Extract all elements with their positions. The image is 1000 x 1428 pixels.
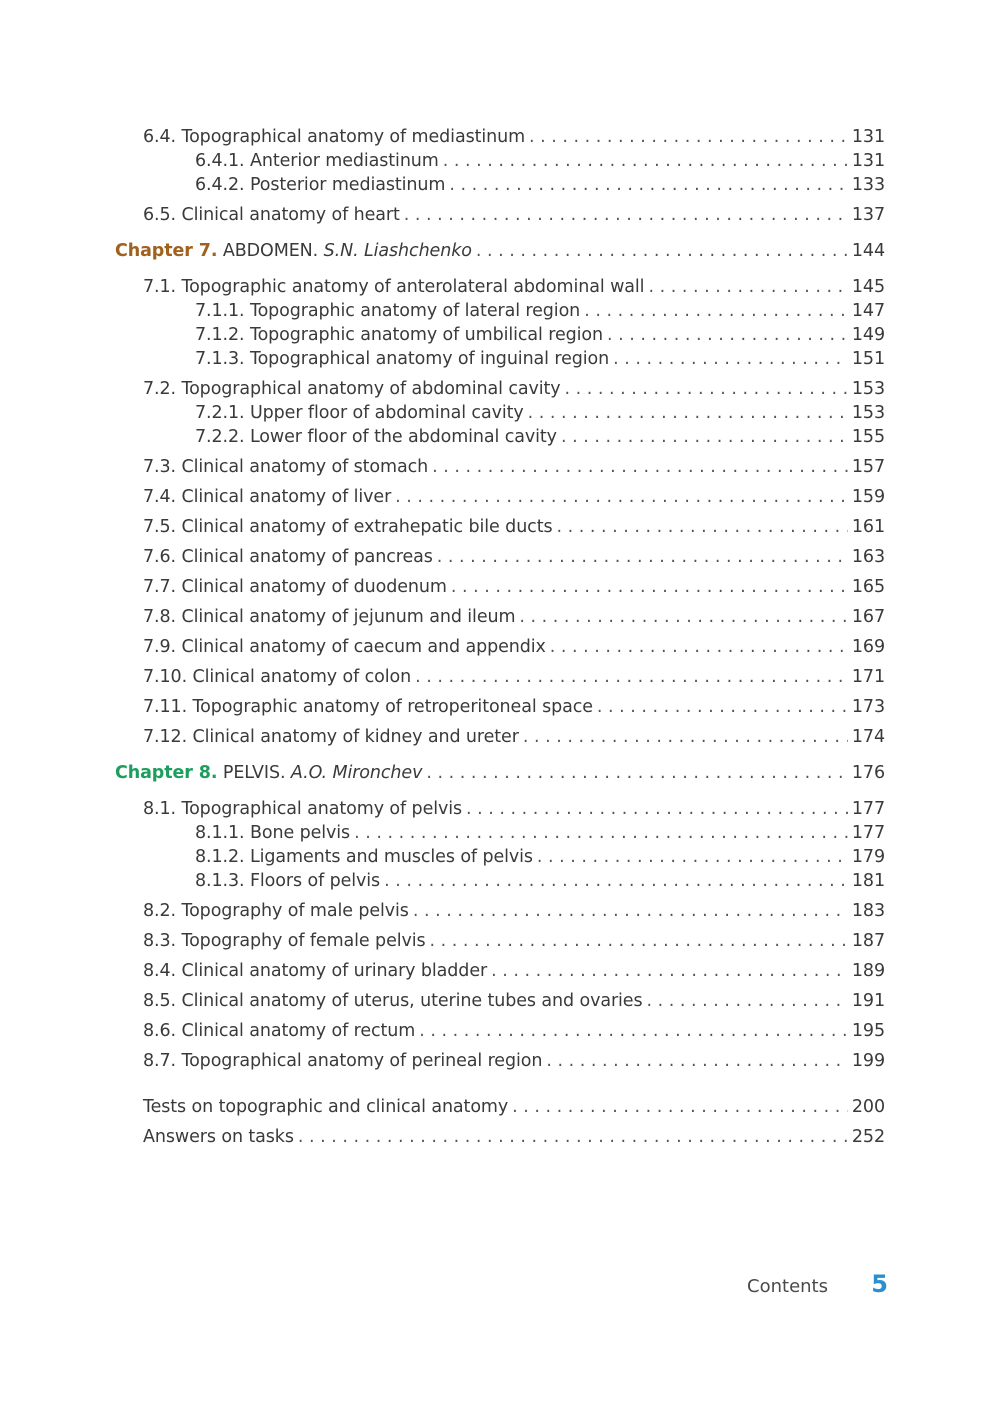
toc-entry-7-10[interactable]: [0, 665, 1000, 689]
entry-title: 7.1. Topographic anatomy of anterolateral abdominal wall: [143, 277, 645, 297]
toc-chapter-8[interactable]: [0, 761, 1000, 785]
entry-page: 200: [851, 1097, 885, 1117]
dot-leader: [512, 1095, 848, 1119]
toc-entry-7-1-2[interactable]: [0, 323, 1000, 347]
table-of-contents: [0, 125, 1000, 1149]
toc-entry-7-3[interactable]: [0, 455, 1000, 479]
toc-entry-7-12[interactable]: [0, 725, 1000, 749]
dot-leader: [419, 1019, 848, 1043]
entry-title: 7.2.2. Lower floor of the abdominal cavity: [195, 427, 557, 447]
entry-title: 6.4. Topographical anatomy of mediastinum: [143, 127, 526, 147]
chapter-heading: [115, 761, 422, 785]
dot-leader: [426, 761, 848, 785]
dot-leader: [597, 695, 848, 719]
toc-entry-6-5[interactable]: [0, 203, 1000, 227]
toc-entry-8-6[interactable]: [0, 1019, 1000, 1043]
entry-title: 8.1. Topographical anatomy of pelvis: [143, 799, 463, 819]
entry-page: 149: [851, 325, 885, 345]
toc-entry-8-4[interactable]: [0, 959, 1000, 983]
entry-page: 131: [851, 151, 885, 171]
dot-leader: [648, 275, 847, 299]
dot-leader: [384, 869, 848, 893]
entry-page: 187: [851, 931, 885, 951]
dot-leader: [565, 377, 848, 401]
entry-page: 159: [851, 487, 885, 507]
dot-leader: [432, 455, 848, 479]
dot-leader: [443, 149, 848, 173]
toc-entry-7-6[interactable]: [0, 545, 1000, 569]
page-footer: [0, 1270, 1000, 1304]
toc-entry-7-2-1[interactable]: [0, 401, 1000, 425]
entry-page: 195: [851, 1021, 885, 1041]
entry-title: 7.1.1. Topographic anatomy of lateral region: [195, 301, 581, 321]
toc-entry-7-7[interactable]: [0, 575, 1000, 599]
entry-page: 153: [851, 379, 885, 399]
chapter-label: Chapter 8.: [115, 763, 218, 783]
toc-entry-7-1[interactable]: [0, 275, 1000, 299]
entry-title: 8.6. Clinical anatomy of rectum: [143, 1021, 416, 1041]
dot-leader: [647, 989, 848, 1013]
entry-title: 6.4.1. Anterior mediastinum: [195, 151, 439, 171]
entry-page: 163: [851, 547, 885, 567]
dot-leader: [550, 635, 848, 659]
entry-title: 7.7. Clinical anatomy of duodenum: [143, 577, 447, 597]
chapter-label: Chapter 7.: [115, 241, 218, 261]
entry-page: 167: [851, 607, 885, 627]
entry-title: 8.2. Topography of male pelvis: [143, 901, 409, 921]
entry-title: 7.2. Topographical anatomy of abdominal cavity: [143, 379, 561, 399]
dot-leader: [519, 605, 847, 629]
dot-leader: [529, 125, 848, 149]
entry-title: 7.1.2. Topographic anatomy of umbilical region: [195, 325, 604, 345]
dot-leader: [451, 575, 848, 599]
entry-title: 7.4. Clinical anatomy of liver: [143, 487, 392, 507]
entry-title: 7.6. Clinical anatomy of pancreas: [143, 547, 433, 567]
entry-page: 161: [851, 517, 885, 537]
entry-page: 252: [851, 1127, 885, 1147]
entry-page: 176: [851, 763, 885, 783]
toc-entry-7-11[interactable]: [0, 695, 1000, 719]
entry-title: 7.5. Clinical anatomy of extrahepatic bile ducts: [143, 517, 553, 537]
entry-title: 6.5. Clinical anatomy of heart: [143, 205, 400, 225]
toc-chapter-7[interactable]: [0, 239, 1000, 263]
entry-title: Tests on topographic and clinical anatomy: [143, 1097, 509, 1117]
entry-page: 179: [851, 847, 885, 867]
entry-page: 171: [851, 667, 885, 687]
entry-title: 7.2.1. Upper floor of abdominal cavity: [195, 403, 524, 423]
dot-leader: [413, 899, 848, 923]
toc-entry-7-1-1[interactable]: [0, 299, 1000, 323]
entry-title: 7.9. Clinical anatomy of caecum and appendix: [143, 637, 546, 657]
entry-title: 7.10. Clinical anatomy of colon: [143, 667, 412, 687]
entry-page: 191: [851, 991, 885, 1011]
entry-page: 199: [851, 1051, 885, 1071]
chapter-heading: [115, 239, 472, 263]
toc-entry-6-4-1[interactable]: [0, 149, 1000, 173]
entry-page: 177: [851, 799, 885, 819]
entry-title: 7.1.3. Topographical anatomy of inguinal region: [195, 349, 610, 369]
entry-title: 8.3. Topography of female pelvis: [143, 931, 426, 951]
dot-leader: [430, 929, 848, 953]
entry-page: 174: [851, 727, 885, 747]
chapter-author: A.O. Mironchev: [290, 763, 423, 783]
dot-leader: [395, 485, 848, 509]
entry-page: 165: [851, 577, 885, 597]
entry-page: 153: [851, 403, 885, 423]
toc-entry-7-4[interactable]: [0, 485, 1000, 509]
toc-entry-7-9[interactable]: [0, 635, 1000, 659]
entry-title: 7.11. Topographic anatomy of retroperitoneal space: [143, 697, 593, 717]
entry-page: 177: [851, 823, 885, 843]
toc-entry-8-7[interactable]: [0, 1049, 1000, 1073]
entry-page: 151: [851, 349, 885, 369]
entry-title: 8.1.3. Floors of pelvis: [195, 871, 381, 891]
entry-page: 133: [851, 175, 885, 195]
dot-leader: [523, 725, 848, 749]
entry-title: 8.5. Clinical anatomy of uterus, uterine tubes and ovaries: [143, 991, 643, 1011]
dot-leader: [466, 797, 848, 821]
dot-leader: [491, 959, 848, 983]
dot-leader: [537, 845, 848, 869]
dot-leader: [298, 1125, 848, 1149]
entry-page: 155: [851, 427, 885, 447]
dot-leader: [613, 347, 848, 371]
chapter-name: PELVIS.: [222, 763, 286, 783]
entry-page: 183: [851, 901, 885, 921]
dot-leader: [556, 515, 847, 539]
toc-entry-8-3[interactable]: [0, 929, 1000, 953]
entry-title: 6.4.2. Posterior mediastinum: [195, 175, 446, 195]
dot-leader: [404, 203, 848, 227]
dot-leader: [449, 173, 848, 197]
entry-title: 7.3. Clinical anatomy of stomach: [143, 457, 429, 477]
dot-leader: [528, 401, 848, 425]
toc-entry-7-8[interactable]: [0, 605, 1000, 629]
entry-page: 173: [851, 697, 885, 717]
toc-entry-8-1-1[interactable]: [0, 821, 1000, 845]
entry-title: Answers on tasks: [143, 1127, 294, 1147]
entry-title: 8.4. Clinical anatomy of urinary bladder: [143, 961, 488, 981]
entry-page: 147: [851, 301, 885, 321]
toc-entry-answers[interactable]: [0, 1125, 1000, 1149]
entry-title: 8.1.1. Bone pelvis: [195, 823, 351, 843]
dot-leader: [476, 239, 848, 263]
entry-title: 7.8. Clinical anatomy of jejunum and ileum: [143, 607, 516, 627]
dot-leader: [546, 1049, 848, 1073]
footer-section-label: Contents: [747, 1276, 828, 1297]
entry-page: 169: [851, 637, 885, 657]
footer-page-number: 5: [871, 1270, 888, 1298]
entry-page: 145: [851, 277, 885, 297]
entry-title: 8.1.2. Ligaments and muscles of pelvis: [195, 847, 533, 867]
dot-leader: [354, 821, 848, 845]
dot-leader: [607, 323, 848, 347]
toc-entry-8-1-2[interactable]: [0, 845, 1000, 869]
dot-leader: [584, 299, 848, 323]
dot-leader: [561, 425, 848, 449]
entry-title: 8.7. Topographical anatomy of perineal region: [143, 1051, 543, 1071]
entry-page: 131: [851, 127, 885, 147]
toc-entry-7-5[interactable]: [0, 515, 1000, 539]
toc-entry-tests[interactable]: [0, 1095, 1000, 1119]
entry-title: 7.12. Clinical anatomy of kidney and ureter: [143, 727, 519, 747]
toc-entry-7-2[interactable]: [0, 377, 1000, 401]
toc-entry-6-4[interactable]: [0, 125, 1000, 149]
toc-entry-8-1[interactable]: [0, 797, 1000, 821]
toc-entry-6-4-2[interactable]: [0, 173, 1000, 197]
toc-entry-8-1-3[interactable]: [0, 869, 1000, 893]
toc-entry-7-2-2[interactable]: [0, 425, 1000, 449]
toc-entry-8-5[interactable]: [0, 989, 1000, 1013]
toc-entry-7-1-3[interactable]: [0, 347, 1000, 371]
entry-page: 181: [851, 871, 885, 891]
dot-leader: [437, 545, 848, 569]
chapter-author: S.N. Liashchenko: [323, 241, 472, 261]
entry-page: 157: [851, 457, 885, 477]
toc-entry-8-2[interactable]: [0, 899, 1000, 923]
entry-page: 189: [851, 961, 885, 981]
entry-page: 144: [851, 241, 885, 261]
chapter-name: ABDOMEN.: [222, 241, 319, 261]
entry-page: 137: [851, 205, 885, 225]
dot-leader: [415, 665, 848, 689]
